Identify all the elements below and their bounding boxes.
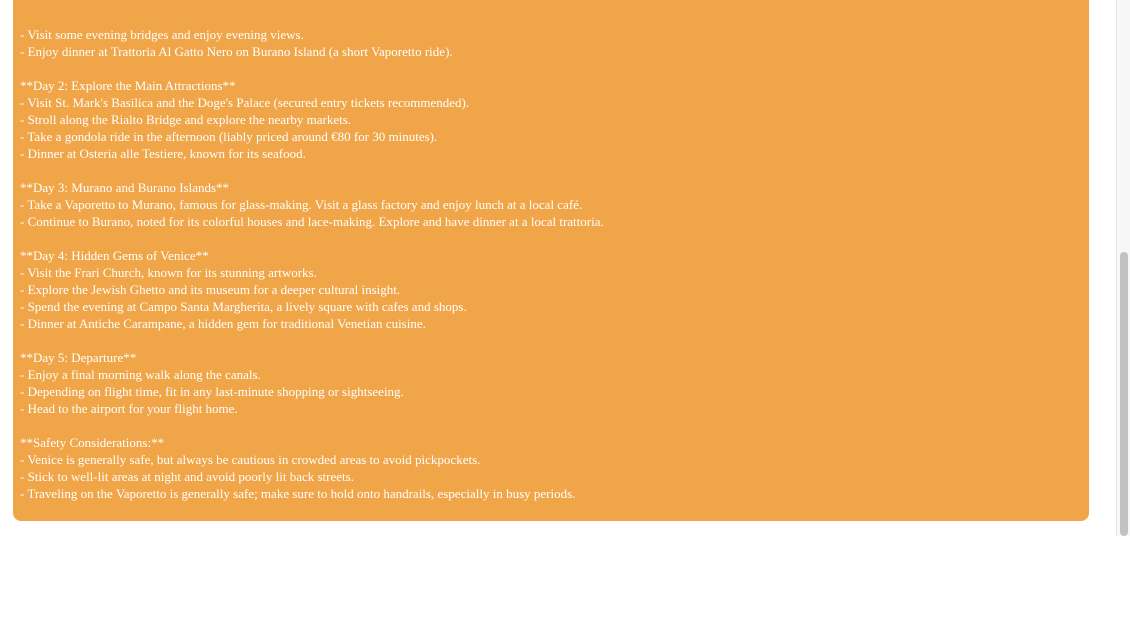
itinerary-line: - Visit St. Mark's Basilica and the Doge's Palace (secured entry tickets recommended). [20, 95, 470, 110]
itinerary-line: - Spend the evening at Campo Santa Margherita, a lively square with cafes and shops. [20, 299, 467, 314]
itinerary-line: - Visit the Frari Church, known for its stunning artworks. [20, 265, 317, 280]
itinerary-line: - Take a gondola ride in the afternoon (liably priced around €80 for 30 minutes). [20, 129, 438, 144]
itinerary-line: - Venice is generally safe, but always be cautious in crowded areas to avoid pickpockets. [20, 452, 481, 467]
itinerary-line: - Stroll along the Rialto Bridge and explore the nearby markets. [20, 112, 352, 127]
section-heading: **Day 4: Hidden Gems of Venice** [20, 248, 209, 263]
blank-line [20, 230, 1081, 247]
blank-line [20, 417, 1081, 434]
blank-line [20, 502, 1081, 519]
itinerary-line: - Explore the Jewish Ghetto and its museum for a deeper cultural insight. [20, 282, 401, 297]
section-heading: **Day 2: Explore the Main Attractions** [20, 78, 236, 93]
itinerary-line: - Depending on flight time, fit in any last-minute shopping or sightseeing. [20, 384, 404, 399]
itinerary-line: - Dinner at Antiche Carampane, a hidden gem for traditional Venetian cuisine. [20, 316, 426, 331]
itinerary-line: - Stick to well-lit areas at night and avoid poorly lit back streets. [20, 469, 354, 484]
section-heading: **Safety Considerations:** [20, 435, 165, 450]
blank-line [20, 162, 1081, 179]
section-heading: **Day 5: Departure** [20, 350, 137, 365]
blank-line [20, 60, 1081, 77]
itinerary-line: - Enjoy dinner at Trattoria Al Gatto Nero on Burano Island (a short Vaporetto ride). [20, 44, 453, 59]
itinerary-line: - Head to the airport for your flight home. [20, 401, 238, 416]
assistant-message-bubble [13, 0, 1089, 586]
vertical-scrollbar[interactable] [1116, 0, 1130, 536]
itinerary-line: - Visit some evening bridges and enjoy evening views. [20, 27, 304, 42]
message-lines [20, 26, 1081, 519]
itinerary-line: - Traveling on the Vaporetto is generally safe; make sure to hold onto handrails, especially in busy periods. [20, 486, 576, 501]
closing-paragraph: By following this itinerary, you should have an unforgettable experience in Venice, filled with beautiful sights, delicious food, and cultural richness! Let me know if you need further assistance or adjustments to the plan. [20, 554, 1036, 586]
itinerary-line: - Take a Vaporetto to Murano, famous for glass-making. Visit a glass factory and enjoy lunch at a local café. [20, 197, 583, 212]
blank-line [20, 332, 1081, 349]
itinerary-line: - Enjoy a final morning walk along the canals. [20, 367, 261, 382]
itinerary-line: - Dinner at Osteria alle Testiere, known for its seafood. [20, 146, 306, 161]
section-heading: **Day 3: Murano and Burano Islands** [20, 180, 230, 195]
scrollbar-thumb[interactable] [1120, 252, 1128, 536]
itinerary-line: - Continue to Burano, noted for its colorful houses and lace-making. Explore and have dinner at a local trattoria. [20, 214, 604, 229]
